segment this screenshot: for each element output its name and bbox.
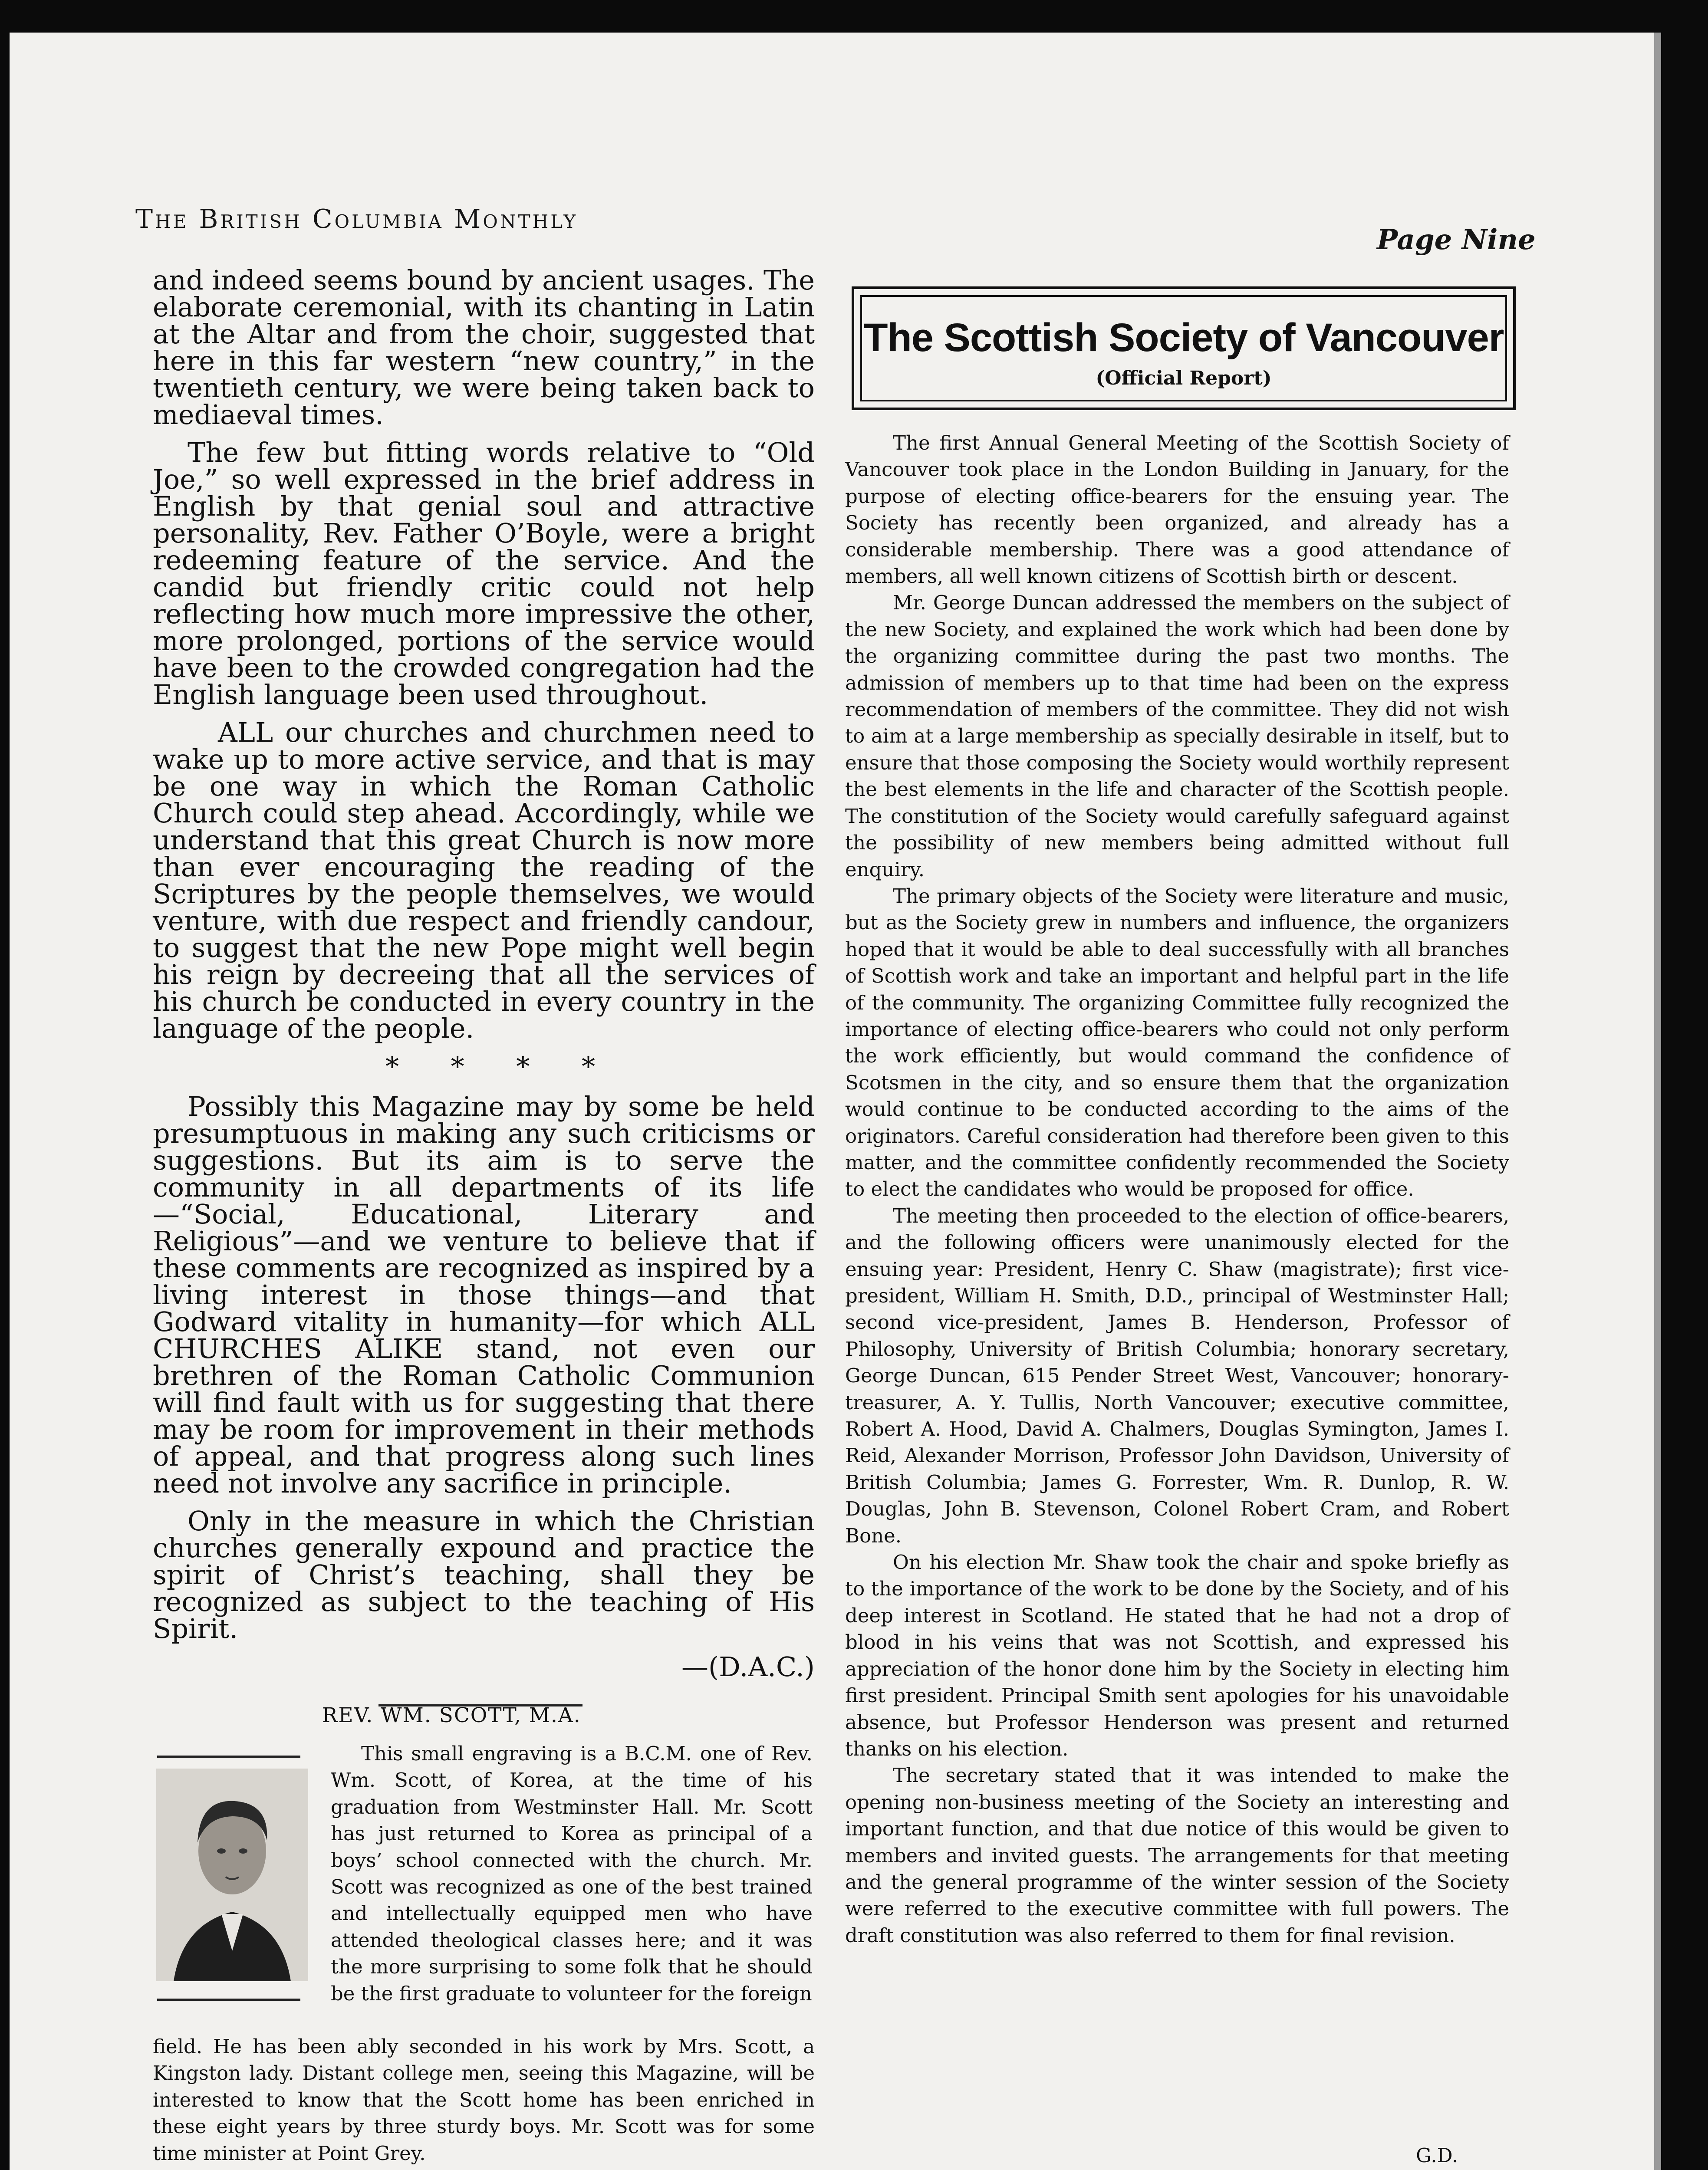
photo-bottom-rule	[157, 1999, 300, 2001]
scott-text-beside-photo: This small engraving is a B.C.M. one of Rev. Wm. Scott, of Korea, at the time of his graduation from Westminster Hall. Mr. Scott has just returned to Korea as principal of a boys’ school connected with the church. Mr. Scott was recognized as one of the best trained and intellectually equipped men who have attended theological classes here; and it was the more surprising to some folk that he should be the first graduate to volunteer for the foreign	[331, 1742, 813, 2005]
left-paragraph-4: Possibly this Magazine may by some be held presumptuous in making any such criticisms or suggestions. But its aim is to serve the community in all departments of its life—“Social, Educational, Literary and Religious”—and we venture to believe that if these comments are recognized as inspired by a living interest in those things—and that Godward vitality in humanity—for which ALL CHURCHES ALIKE stand, not even our brethren of the Roman Catholic Communion will find fault with us for suggesting that there may be room for improvement in their methods of appeal, and that progress along such lines need not involve any sacrifice in principle.	[153, 1091, 815, 1499]
scottish-society-title: The Scottish Society of Vancouver	[863, 316, 1504, 360]
right-article	[845, 430, 1509, 1949]
left-paragraph-3: ALL our churches and churchmen need to wake up to more active service, and that is may be one way in which the Roman Catholic Church could step ahead. Accordingly, while we understand that this great Church is now more than ever encouraging the reading of the Scriptures by the people themselves, we would venture, with due respect and friendly candour, to suggest that the new Pope might well begin his reign by decreeing that all the services of his church be conducted in every country in the language of the people.	[153, 717, 815, 1044]
right-paragraph-6: The secretary stated that it was intended to make the opening non-business meeting of the Society an interesting and important function, and that due notice of this would be given to members and invited guests. The arrangements for that meeting and the general programme of the winter session of the Society were referred to the executive committee with full powers. The draft constitution was also referred to them for final revision.	[845, 1764, 1509, 1947]
scott-portrait-photo	[156, 1769, 308, 1981]
right-signature: G.D.	[1416, 2144, 1458, 2167]
scott-title: REV. WM. SCOTT, M.A.	[322, 1703, 581, 1727]
magazine-title: The British Columbia Monthly	[135, 204, 578, 234]
left-signature: —(D.A.C.)	[681, 1651, 815, 1683]
photo-top-rule	[157, 1756, 300, 1758]
right-paragraph-4: The meeting then proceeded to the election of office-bearers, and the following officers were unanimously elected for the ensuing year: President, Henry C. Shaw (magistrate); first vice-president, William H. Smith, D.D., principal of Westminster Hall; second vice-president, James B. Henderson, Professor of Philosophy, University of British Columbia; honorary secretary, George Duncan, 615 Pender Street West, Vancouver; honorary-treasurer, A. Y. Tullis, North Vancouver; executive committee, Robert A. Hood, David A. Chalmers, Douglas Symington, James I. Reid, Alexander Morrison, Professor John Davidson, University of British Columbia; James G. Forrester, Wm. R. Dunlop, R. W. Douglas, John B. Stevenson, Colonel Robert Cram, and Robert Bone.	[845, 1204, 1509, 1547]
left-paragraph-1: and indeed seems bound by ancient usages. The elaborate ceremonial, with its chanting in Latin at the Altar and from the choir, suggested that here in this far western “new country,” in the twentieth century, we were being taken back to mediaeval times.	[153, 264, 815, 431]
right-paragraph-2: Mr. George Duncan addressed the members on the subject of the new Society, and explained the work which had been done by the organizing committee during the past two months. The admission of members up to that time had been on the express recommendation of members of the committee. They did not wish to aim at a large membership as specially desirable in itself, but to ensure that those composing the Society would worthily represent the best elements in the life and character of the Scottish people. The constitution of the Society would carefully safeguard against the possibility of new members being admitted without full enquiry.	[845, 591, 1509, 881]
scott-text-full-width: field. He has been ably seconded in his work by Mrs. Scott, a Kingston lady. Distant college men, seeing this Magazine, will be interested to know that the Scott home has been enriched in these eight years by three sturdy boys. Mr. Scott was for some time minister at Point Grey.	[153, 2035, 815, 2165]
right-paragraph-1: The first Annual General Meeting of the Scottish Society of Vancouver took place in the London Building in January, for the purpose of electing office-bearers for the ensuing year. The Society has recently been organized, and already has a considerable membership. There was a good attendance of members, all well known citizens of Scottish birth or descent.	[845, 431, 1509, 588]
right-paragraph-3: The primary objects of the Society were literature and music, but as the Society grew in numbers and influence, the organizers hoped that it would be able to deal successfully with all branches of Scottish work and take an important and helpful part in the life of the community. The organizing Committee fully recognized the importance of electing office-bearers who could not only perform the work efficiently, but would command the confidence of Scotsmen in the city, and so ensure them that the organization would continue to be conducted according to the aims of the originators. Careful consideration had therefore been given to this matter, and the committee confidently recommended the Society to elect the candidates who would be proposed for office.	[845, 884, 1509, 1201]
page-label: Page Nine	[1377, 224, 1536, 256]
portrait-icon	[156, 1769, 308, 1981]
section-separator: * * * *	[385, 1051, 617, 1082]
scottish-society-subtitle: (Official Report)	[1096, 367, 1272, 389]
left-article	[153, 264, 815, 1746]
left-paragraph-5: Only in the measure in which the Christian churches generally expound and practice the spirit of Christ’s teaching, shall they be recognized as subject to the teaching of His Spirit.	[153, 1505, 815, 1644]
scottish-society-title-box	[852, 286, 1516, 410]
left-paragraph-2: The few but fitting words relative to “Old Joe,” so well expressed in the brief address in English by that genial soul and attractive personality, Rev. Father O’Boyle, were a bright redeeming feature of the service. And the candid but friendly critic could not help reflecting how much more impressive the other, more prolonged, portions of the service would have been to the crowded congregation had the English language been used throughout.	[153, 437, 815, 710]
magazine-page	[10, 33, 1661, 2170]
right-paragraph-5: On his election Mr. Shaw took the chair and spoke briefly as to the importance of the work to be done by the Society, and of his deep interest in Scotland. He stated that he had not a drop of blood in his veins that was not Scottish, and expressed his appreciation of the honor done him by the Society in electing him first president. Principal Smith sent apologies for his unavoidable absence, but Professor Henderson was present and returned thanks on his election.	[845, 1551, 1509, 1760]
